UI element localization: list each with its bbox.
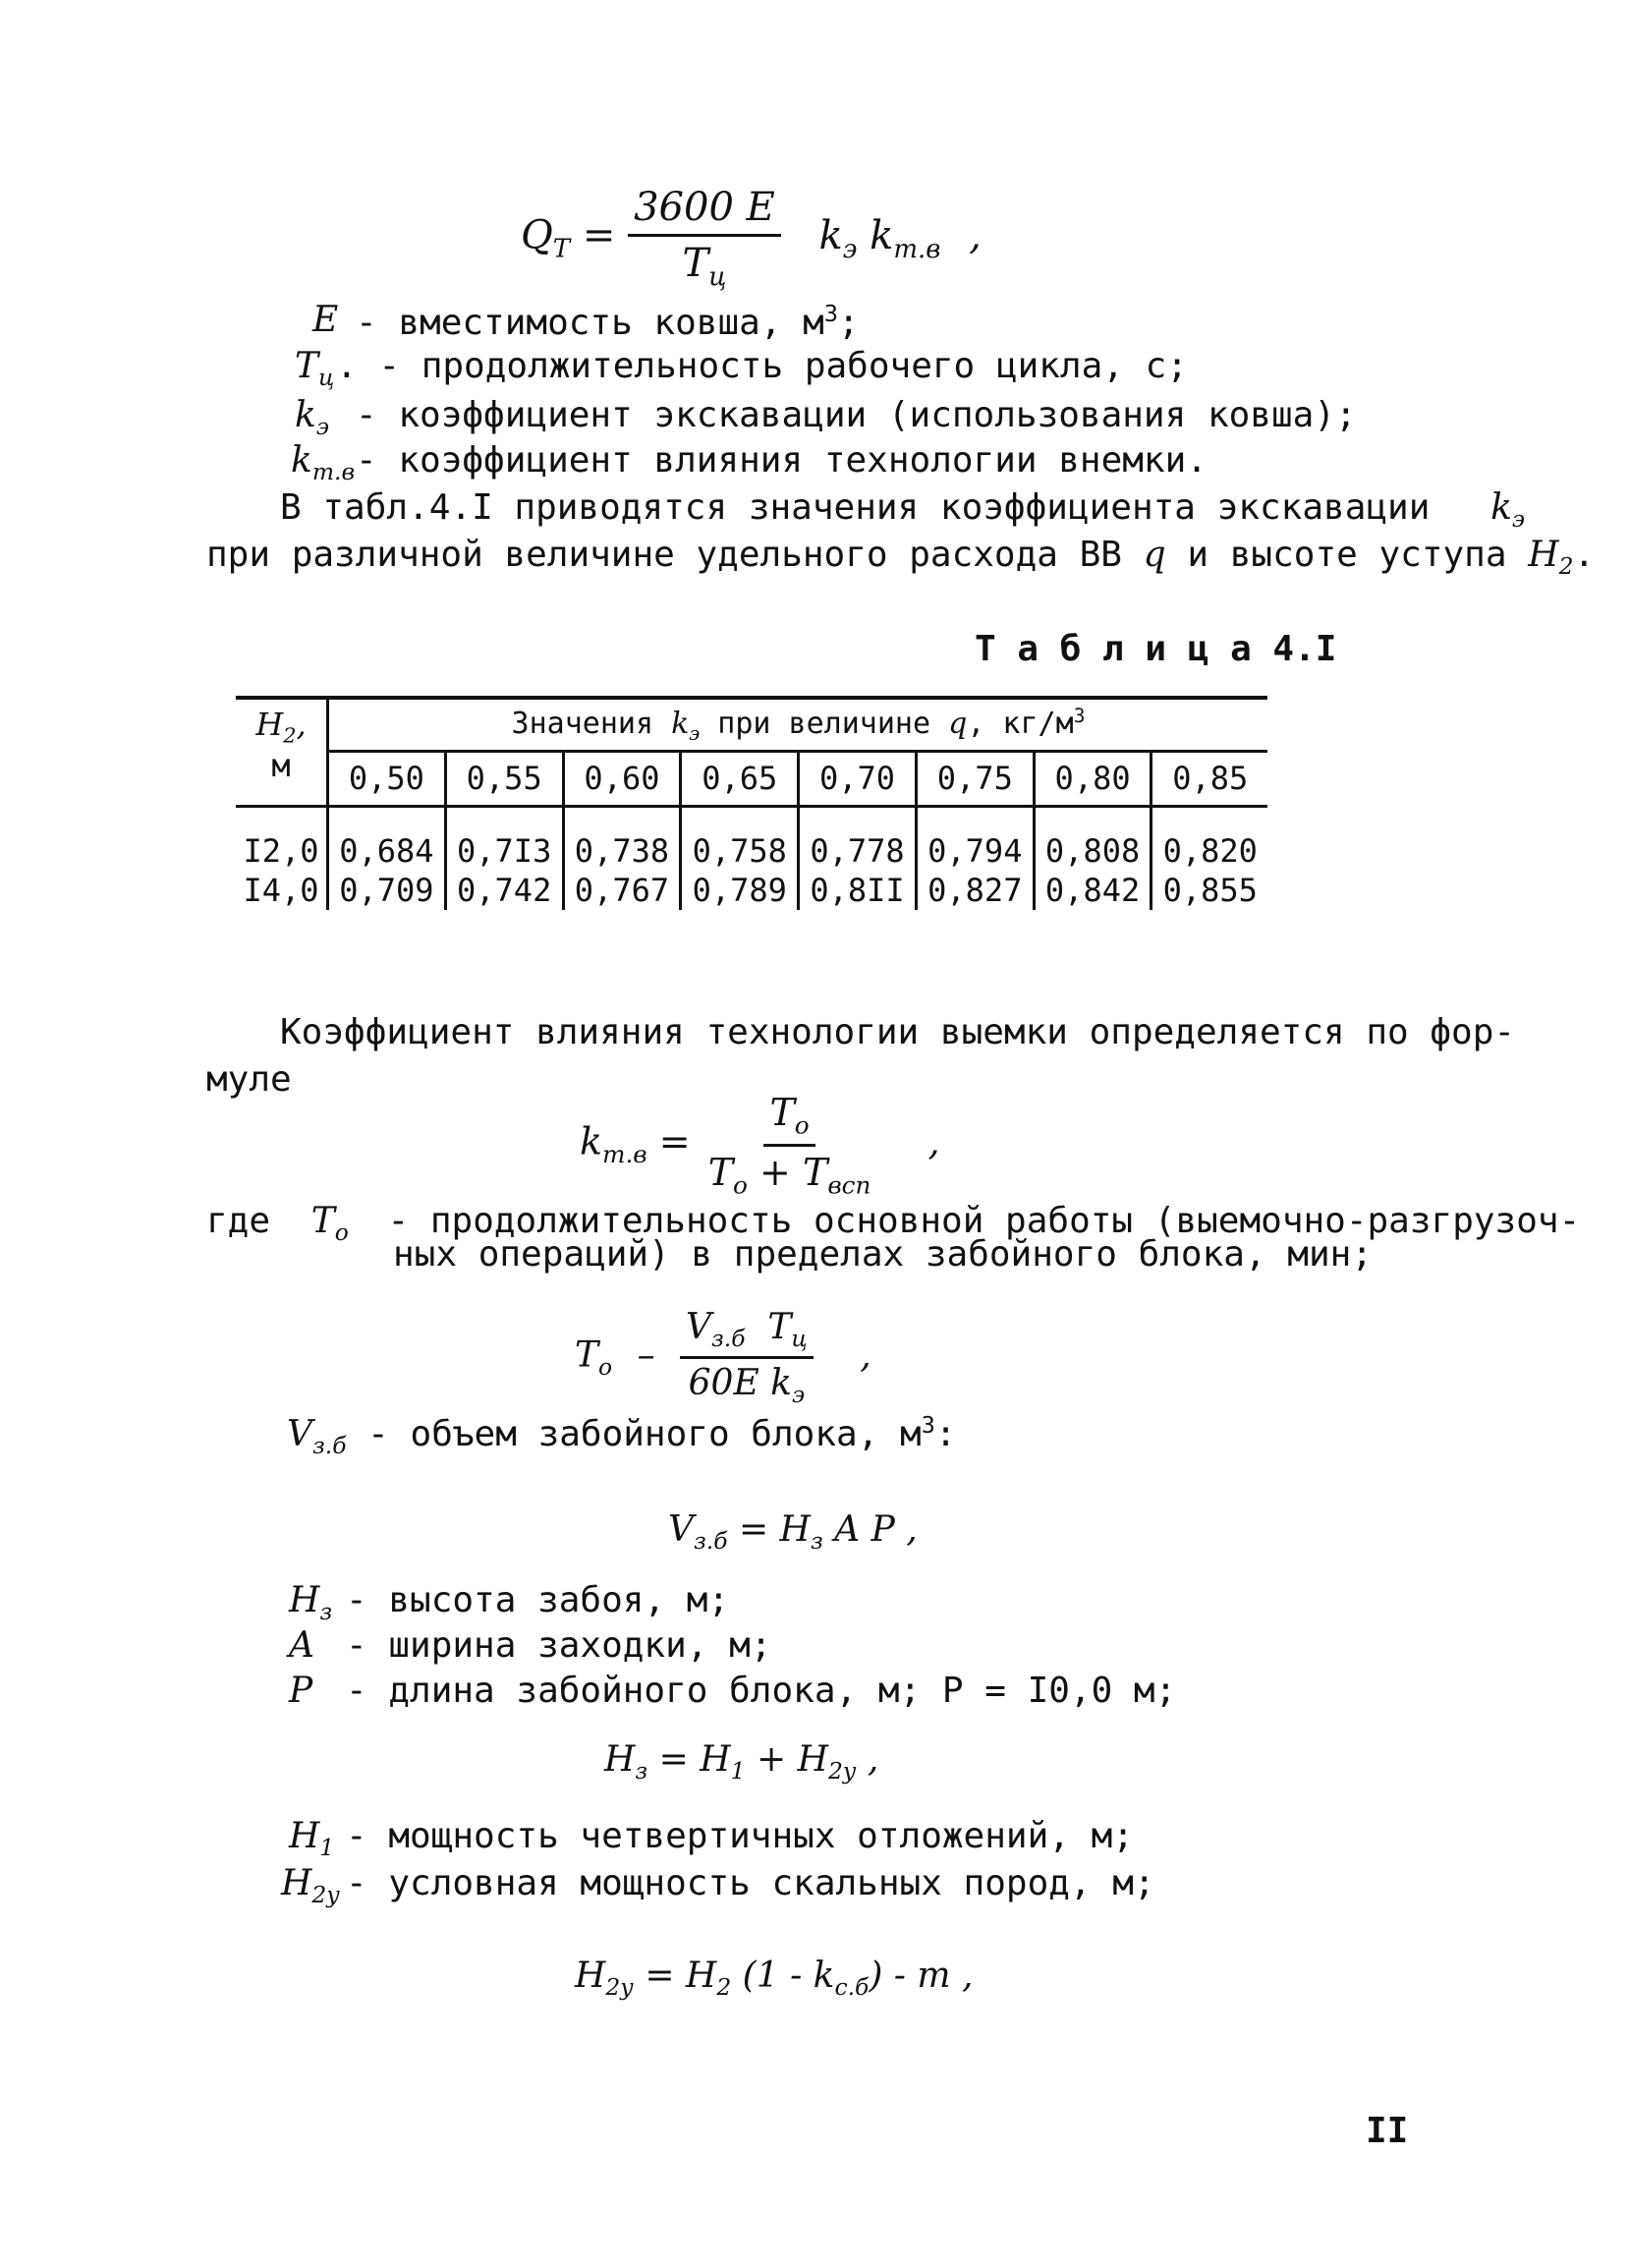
table-cell: 0,855 xyxy=(1152,871,1267,910)
table-row xyxy=(236,831,1267,871)
column-header: 0,65 xyxy=(681,751,799,806)
column-header: 0,60 xyxy=(563,751,681,806)
column-header: 0,55 xyxy=(445,751,563,806)
page-number: II xyxy=(1366,2111,1409,2151)
table-cell: 0,778 xyxy=(799,831,917,871)
formula-ktv: $k_{т.в}$ = $\frac{T_o}{T_o + T_{всп}}$ , xyxy=(580,1091,940,1200)
column-header: 0,70 xyxy=(799,751,917,806)
table-cell: 0,7I3 xyxy=(445,831,563,871)
paragraph-line: муле xyxy=(206,1059,292,1100)
column-header: 0,80 xyxy=(1034,751,1152,806)
definition-row: P - длина забойного блока, м; P = I0,0 м; xyxy=(289,1671,1177,1711)
definition-row: $H_1$ - мощность четвертичных отложений, м; xyxy=(289,1816,1134,1862)
definition-row: A - ширина заходки, м; xyxy=(289,1625,772,1666)
formula-h2y: $H_{2у} = H_2$ $(1 - k_{с.б})$ - m , xyxy=(575,1956,974,2002)
definition-vzb: $V_{з.б}$ - объем забойного блока, $м^3$: xyxy=(287,1411,957,1460)
table-cell: 0,8II xyxy=(799,871,917,910)
paragraph-line: Коэффициент влияния технологии выемки определяется по фор- xyxy=(280,1012,1516,1052)
formula-hz: $H_з = H_1 + H_{2у}$ , xyxy=(604,1739,879,1786)
definition-to: где $T_o$ - продолжительность основной работы (выемочно-разгрузоч- xyxy=(206,1201,1581,1247)
table-cell: 0,738 xyxy=(563,831,681,871)
table-cell: 0,789 xyxy=(681,871,799,910)
formula-qt-fraction: $\frac{3600 E}{T_ц}$ xyxy=(628,185,781,292)
paragraph-line: при различной величине удельного расхода ВВ q и высоте уступа $H_2$. xyxy=(206,535,1596,581)
formula-vzb: $V_{з.б} = H_з$ A P , xyxy=(668,1509,918,1556)
row-h-value: I2,0 xyxy=(243,832,319,870)
definition-row: E - вместимость ковша, $м^3$; xyxy=(312,300,860,343)
column-header: 0,75 xyxy=(916,751,1034,806)
table-caption: Т а б л и ц а 4.I xyxy=(975,629,1337,669)
formula-qt: $Q_Т$ = $\frac{3600 E}{T_ц}$ $k_э$ $k_{т.в}$ , xyxy=(521,185,982,292)
row-h-value: I4,0 xyxy=(243,872,319,909)
data-table xyxy=(236,696,1267,910)
formula-to-fraction: $\frac{V_{з.б} T_ц}{60E k_э}$ xyxy=(680,1307,814,1408)
definition-row: $k_{т.в}$ - коэффициент влияния технологии внемки. xyxy=(291,440,1208,486)
table-cell: 0,758 xyxy=(681,831,799,871)
formula-ktv-fraction: $\frac{T_o}{T_o + T_{всп}}$ xyxy=(707,1091,871,1200)
definition-row: $H_{2у}$ - условная мощность скальных пород, м; xyxy=(281,1863,1155,1909)
paragraph-line: В табл.4.I приводятся значения коэффициента экскавации $k_э$ xyxy=(280,487,1526,534)
group-header: Значения $k_э$ при величине q, $кг/м^3$ xyxy=(328,698,1268,751)
definition-row: $k_э$ - коэффициент экскавации (использования ковша); xyxy=(295,395,1357,441)
table-row xyxy=(236,871,1267,910)
table-cell: 0,808 xyxy=(1034,831,1152,871)
formula-to: $T_o$ – $\frac{V_{з.б} T_ц}{60E k_э}$ , xyxy=(575,1307,871,1409)
table-cell: 0,684 xyxy=(328,831,446,871)
table-cell: 0,842 xyxy=(1034,871,1152,910)
row-header-h2: $H_2$, м xyxy=(255,706,307,785)
column-header: 0,50 xyxy=(328,751,446,806)
table-cell: 0,767 xyxy=(563,871,681,910)
table-cell: 0,709 xyxy=(328,871,446,910)
definition-row: $H_з$ - высота забоя, м; xyxy=(289,1580,730,1626)
column-header: 0,85 xyxy=(1152,751,1267,806)
table-cell: 0,827 xyxy=(916,871,1034,910)
definition-to-continued: ных операций) в пределах забойного блока, мин; xyxy=(393,1234,1373,1275)
table-cell: 0,794 xyxy=(916,831,1034,871)
definition-row: $T_ц$ . - продолжительность рабочего цикла, с; xyxy=(295,346,1188,392)
table-cell: 0,742 xyxy=(445,871,563,910)
table-cell: 0,820 xyxy=(1152,831,1267,871)
